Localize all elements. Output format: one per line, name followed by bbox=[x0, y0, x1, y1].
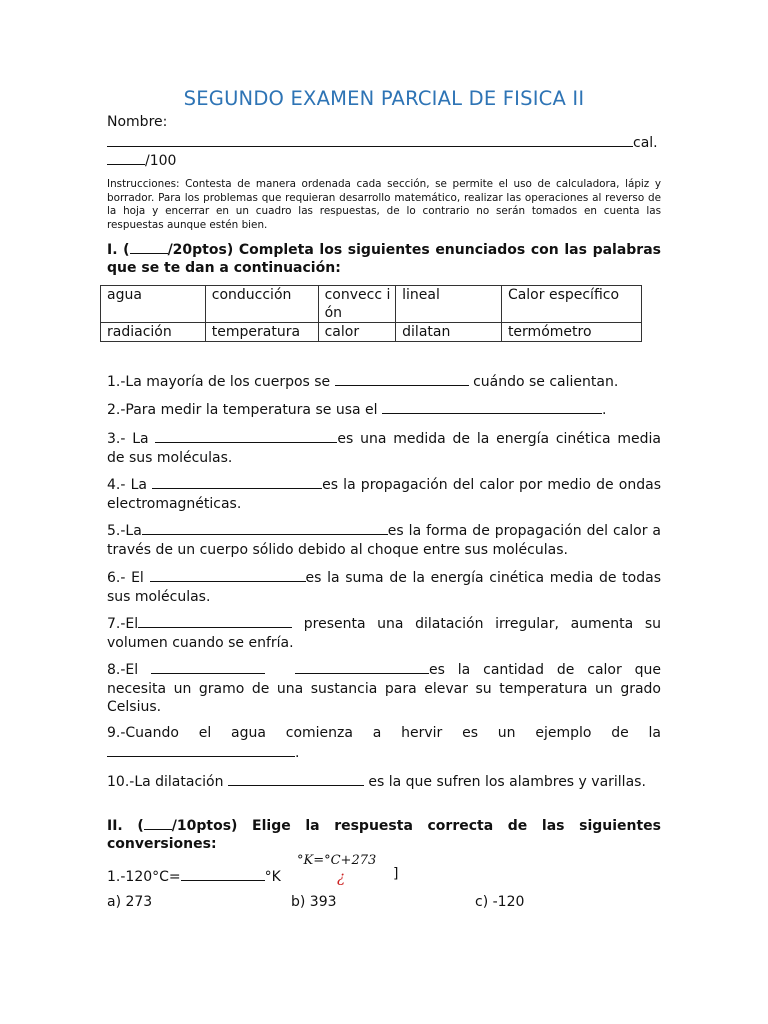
section2-heading bbox=[107, 817, 661, 853]
word-bank-table bbox=[100, 285, 642, 342]
word-cell: lineal bbox=[396, 286, 502, 323]
section1-points-text: /20ptos) Completa los siguientes enunciados con las palabras que se te dan a continuación: bbox=[107, 242, 661, 276]
question-2: 2.-Para medir la temperatura se usa el . bbox=[107, 399, 661, 420]
answer-blank[interactable] bbox=[107, 742, 295, 757]
question-7: 7.-El presenta una dilatación irregular, aumenta su volumen cuando se enfría. bbox=[107, 613, 661, 652]
answer-blank[interactable] bbox=[155, 428, 337, 443]
answer-blank[interactable] bbox=[152, 474, 322, 489]
word-cell: termómetro bbox=[501, 323, 641, 342]
formula-close-bracket: ] bbox=[393, 866, 399, 882]
score-suffix: /100 bbox=[145, 153, 177, 169]
name-line-row bbox=[107, 132, 661, 151]
cal-label: cal. bbox=[633, 135, 658, 151]
instructions: Instrucciones: Contesta de manera ordenada cada sección, se permite el uso de calculadora, lápiz y borrador. Para los problemas que requieran desarrollo matemático, realizar las operaciones al reverso de la hoja y encerrar en un cuadro las respuestas, de lo contrario no serán tomados en cuenta las respuestas aunque estén bien. bbox=[107, 178, 661, 231]
word-cell: calor bbox=[318, 323, 396, 342]
word-cell: agua bbox=[101, 286, 206, 323]
answer-blank[interactable] bbox=[181, 866, 265, 881]
question-1: 1.-La mayoría de los cuerpos se cuándo se calientan. bbox=[107, 371, 661, 392]
table-row bbox=[101, 286, 642, 323]
conversion-1: 1.-120°C= °K bbox=[107, 866, 281, 885]
answer-blank[interactable] bbox=[295, 659, 429, 674]
question-9-cont: . bbox=[107, 742, 661, 763]
section2-points-blank[interactable] bbox=[144, 817, 172, 830]
answer-blank[interactable] bbox=[228, 771, 364, 786]
question-9: 9.-Cuando el agua comienza a hervir es un ejemplo de la bbox=[107, 725, 661, 741]
option-c[interactable]: c) -120 bbox=[475, 894, 525, 910]
answer-blank[interactable] bbox=[150, 567, 306, 582]
exam-title: SEGUNDO EXAMEN PARCIAL DE FISICA II bbox=[183, 87, 585, 110]
option-a[interactable]: a) 273 bbox=[107, 894, 153, 910]
section1-heading bbox=[107, 241, 661, 277]
answer-blank[interactable] bbox=[142, 520, 388, 535]
word-cell: conducción bbox=[205, 286, 318, 323]
section2-prefix: II. ( bbox=[107, 818, 144, 834]
question-10: 10.-La dilatación es la que sufren los alambres y varillas. bbox=[107, 771, 661, 792]
answer-blank[interactable] bbox=[151, 659, 265, 674]
score-row bbox=[107, 150, 176, 169]
question-4: 4.- La es la propagación del calor por medio de ondas electromagnéticas. bbox=[107, 474, 661, 513]
word-cell: dilatan bbox=[396, 323, 502, 342]
question-5: 5.-La es la forma de propagación del calor a través de un cuerpo sólido debido al choque entre sus moléculas. bbox=[107, 520, 661, 559]
formula-mark: ¿ bbox=[337, 868, 346, 886]
answer-blank[interactable] bbox=[335, 371, 469, 386]
answer-blank[interactable] bbox=[382, 399, 602, 414]
question-3: 3.- La es una medida de la energía cinética media de sus moléculas. bbox=[107, 428, 661, 467]
table-row bbox=[101, 323, 642, 342]
section1-points-blank[interactable] bbox=[130, 241, 168, 254]
word-cell: convecc ión bbox=[318, 286, 396, 323]
section2-points-text: /10ptos) Elige la respuesta correcta de las siguientes conversiones: bbox=[107, 818, 662, 852]
score-blank[interactable] bbox=[107, 150, 145, 165]
word-cell: radiación bbox=[101, 323, 206, 342]
word-cell: Calor específico bbox=[501, 286, 641, 323]
option-b[interactable]: b) 393 bbox=[291, 894, 337, 910]
conversion-formula: °K=°C+273 bbox=[297, 853, 377, 868]
question-8: 8.-El es la cantidad de calor que necesita un gramo de una sustancia para elevar su temperatura un grado Celsius. bbox=[107, 659, 661, 717]
word-cell: temperatura bbox=[205, 323, 318, 342]
question-6: 6.- El es la suma de la energía cinética media de todas sus moléculas. bbox=[107, 567, 661, 606]
name-label: Nombre: bbox=[107, 114, 168, 130]
answer-blank[interactable] bbox=[138, 613, 292, 628]
name-blank[interactable] bbox=[107, 132, 633, 147]
section1-prefix: I. ( bbox=[107, 242, 130, 258]
